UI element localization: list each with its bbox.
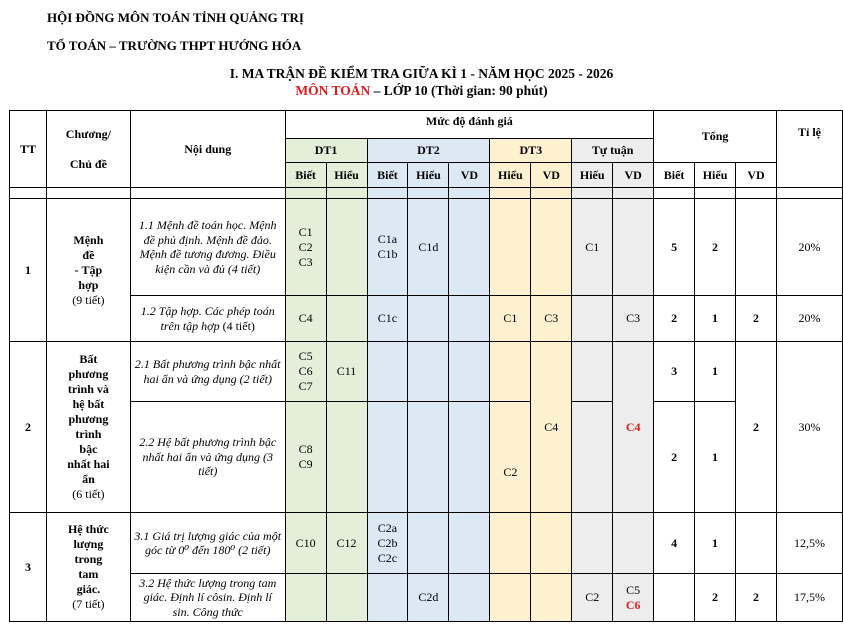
header-tl-hieu: Hiểu	[572, 163, 613, 188]
school-name: TỔ TOÁN – TRƯỜNG THPT HƯỚNG HÓA	[47, 38, 302, 53]
total-cell: 2	[695, 199, 736, 296]
header-dt1: DT1	[285, 139, 367, 163]
question-cell: C2	[572, 574, 613, 622]
table-row	[10, 199, 843, 296]
total-cell: 2	[736, 296, 777, 342]
question-cell: C4	[613, 342, 654, 513]
content-cell: 1.2 Tập hợp. Các phép toán trên tập hợp (4 tiết)	[130, 296, 285, 342]
header-dt2-hieu: Hiểu	[408, 163, 449, 188]
question-cell: C4	[531, 342, 572, 513]
total-cell: 5	[654, 199, 695, 296]
question-cell: C2a C2b C2c	[367, 513, 408, 574]
question-cell: C1 C2 C3	[285, 199, 326, 296]
content-cell: 2.1 Bất phương trình bậc nhất hai ẩn và ứng dụng (2 tiết)	[130, 342, 285, 402]
total-cell: 1	[695, 342, 736, 402]
ratio-cell: 20%	[776, 296, 842, 342]
question-cell: C11	[326, 342, 367, 402]
ratio-cell: 12,5%	[776, 513, 842, 574]
total-cell: 3	[654, 342, 695, 402]
row-tt: 3	[10, 513, 47, 622]
header-dt2: DT2	[367, 139, 490, 163]
total-cell: 2	[736, 342, 777, 513]
council-name: HỘI ĐỒNG MÔN TOÁN TỈNH QUẢNG TRỊ	[47, 10, 304, 25]
total-cell: 2	[654, 402, 695, 513]
header-level: Mức độ đánh giá	[285, 111, 654, 139]
question-cell: C3	[531, 296, 572, 342]
header-total: Tổng	[654, 111, 777, 163]
question-cell: C4	[285, 296, 326, 342]
question-cell: C12	[326, 513, 367, 574]
chapter-name: Hệ thức lượng trong tam giác. (7 tiết)	[46, 513, 130, 622]
header-dt3-hieu: Hiểu	[490, 163, 531, 188]
question-cell: C8 C9	[285, 402, 326, 513]
table-row	[10, 296, 843, 342]
header-dt2-biet: Biết	[367, 163, 408, 188]
total-cell: 2	[695, 574, 736, 622]
content-cell: 1.1 Mệnh đề toán học. Mệnh đề phủ định. Mệnh đề đảo. Mệnh đề tương đương. Điều kiện cần và đủ (4 tiết)	[130, 199, 285, 296]
question-cell: C1	[490, 296, 531, 342]
content-cell: 2.2 Hệ bất phương trình bậc nhất hai ẩn và ứng dụng (3 tiết)	[130, 402, 285, 513]
header-total-hieu: Hiểu	[695, 163, 736, 188]
header-chapter: Chương/ Chủ đề	[46, 111, 130, 188]
content-cell: 3.1 Giá trị lượng giác của một góc từ 0⁰ đến 180⁰ (2 tiết)	[130, 513, 285, 574]
table-row	[10, 342, 843, 402]
table-row	[10, 513, 843, 574]
chapter-name: Bất phương trình và hệ bất phương trình bậc nhất hai ẩn (6 tiết)	[46, 342, 130, 513]
question-cell: C3	[613, 296, 654, 342]
question-cell: C5 C6 C7	[285, 342, 326, 402]
header-ratio: Tỉ lệ	[776, 111, 842, 188]
total-cell: 1	[695, 513, 736, 574]
row-tt: 1	[10, 199, 47, 342]
header-total-biet: Biết	[654, 163, 695, 188]
chapter-name: Mệnh đề - Tập hợp (9 tiết)	[46, 199, 130, 342]
question-cell: C2d	[408, 574, 449, 622]
ratio-cell: 17,5%	[776, 574, 842, 622]
total-cell: 1	[695, 402, 736, 513]
total-cell: 2	[654, 296, 695, 342]
document-title: I. MA TRẬN ĐỀ KIỂM TRA GIỮA KÌ 1 - NĂM HỌC 2025 - 2026	[229, 66, 614, 81]
table-row	[10, 402, 843, 513]
table-row	[10, 574, 843, 622]
header-dt1-hieu: Hiểu	[326, 163, 367, 188]
header-dt3-vd: VD	[531, 163, 572, 188]
header-dt1-biet: Biết	[285, 163, 326, 188]
subject-name: MÔN TOÁN	[295, 83, 371, 98]
header-content: Nội dung	[130, 111, 285, 188]
row-tt: 2	[10, 342, 47, 513]
header-dt3: DT3	[490, 139, 572, 163]
header-tu-luan: Tự tuận	[572, 139, 654, 163]
header-tl-vd: VD	[613, 163, 654, 188]
header-tt: TT	[10, 111, 47, 188]
question-cell: C10	[285, 513, 326, 574]
question-cell: C5 C6	[613, 574, 654, 622]
ratio-cell: 20%	[776, 199, 842, 296]
header-total-vd: VD	[736, 163, 777, 188]
total-cell: 1	[695, 296, 736, 342]
question-cell: C1d	[408, 199, 449, 296]
subtitle-rest: – LỚP 10 (Thời gian: 90 phút)	[370, 83, 548, 98]
content-cell: 3.2 Hệ thức lượng trong tam giác. Định lí côsin. Định lí sin. Công thức	[130, 574, 285, 622]
question-cell: C1c	[367, 296, 408, 342]
question-cell: C1a C1b	[367, 199, 408, 296]
header-dt2-vd: VD	[449, 163, 490, 188]
question-cell: C1	[572, 199, 613, 296]
total-cell: 4	[654, 513, 695, 574]
document-subtitle	[0, 83, 843, 99]
question-cell: C2	[490, 402, 531, 513]
total-cell: 2	[736, 574, 777, 622]
assessment-matrix-table	[9, 110, 843, 622]
ratio-cell: 30%	[776, 342, 842, 513]
